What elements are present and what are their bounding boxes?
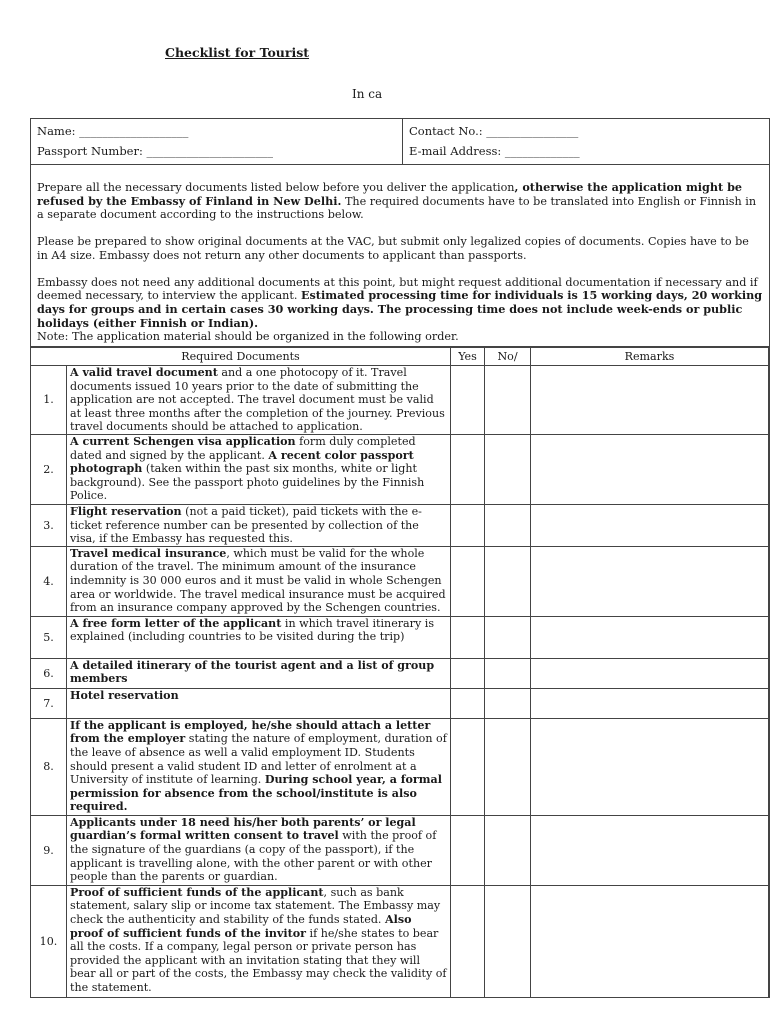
instructions-text: Prepare all the necessary documents listed below before you deliver the application [37, 181, 515, 194]
document-title-bold: During school year, a formal permission for absence from the school/institute is also required. [70, 773, 442, 814]
remarks-cell[interactable] [531, 616, 769, 658]
document-description: form duly completed dated and signed by the applicant. [70, 435, 416, 462]
remarks-cell[interactable] [531, 885, 769, 997]
document-requirement [67, 885, 451, 997]
table-row [31, 815, 769, 885]
row-number: 6. [31, 658, 67, 688]
table-row [31, 366, 769, 435]
processing-time-note: Estimated processing time for individuals is 15 working days, 20 working days for groups and in certain cases 30 working days. The processing time does not include week-ends or public holidays (either Finnish or Indian). [37, 288, 763, 330]
no-checkbox-cell[interactable] [485, 815, 531, 885]
instructions-paragraph-2: Please be prepared to show original documents at the VAC, but submit only legalized copies of documents. Copies have to be in A4 size. Embassy does not return any other documents to applicant than passports. [37, 235, 749, 262]
passport-number-field[interactable]: Passport Number: ______________________ [37, 144, 274, 158]
document-title: Checklist for Tourist [165, 45, 310, 60]
row-number: 2. [31, 435, 67, 505]
document-description: with the proof of the signature of the guardians (a copy of the passport), if the applicant is travelling alone, with the other parent or with other people than the parents or guardian. [70, 829, 437, 884]
remarks-cell[interactable] [531, 688, 769, 718]
yes-checkbox-cell[interactable] [451, 815, 485, 885]
document-description: stating the nature of employment, duration of the leave of absence as well a valid employment ID. Students should present a valid student ID and letter of enrolment at a University of institute of learning. [70, 732, 447, 787]
row-number: 7. [31, 688, 67, 718]
instructions-section [31, 165, 769, 347]
document-title-bold: Proof of sufficient funds of the applicant [70, 885, 324, 899]
no-checkbox-cell[interactable] [485, 546, 531, 616]
table-row [31, 718, 769, 815]
remarks-cell[interactable] [531, 815, 769, 885]
document-description: and a one photocopy of it. Travel documents issued 10 years prior to the date of submitting the application are not accepted. The travel document must be valid at least three months after the completion of the journey. Previous travel documents should be attached to application. [70, 366, 445, 434]
document-requirement [67, 435, 451, 505]
document-title-bold: Applicants under 18 need his/her both parents’ or legal guardian’s formal written consent to travel [70, 815, 416, 843]
document-subtitle: In ca [352, 87, 383, 101]
document-requirement [67, 815, 451, 885]
contact-number-field[interactable]: Contact No.: ________________ [409, 124, 579, 138]
no-checkbox-cell[interactable] [485, 718, 531, 815]
yes-checkbox-cell[interactable] [451, 616, 485, 658]
row-number: 9. [31, 815, 67, 885]
document-title-bold: Also proof of sufficient funds of the invitor [70, 913, 412, 940]
document-requirement [67, 366, 451, 435]
row-number: 8. [31, 718, 67, 815]
no-checkbox-cell[interactable] [485, 688, 531, 718]
instructions-paragraph-3 [37, 276, 763, 345]
email-field[interactable]: E-mail Address: _____________ [409, 144, 580, 158]
no-checkbox-cell[interactable] [485, 505, 531, 547]
no-checkbox-cell[interactable] [485, 616, 531, 658]
column-header-remarks: Remarks [531, 348, 769, 366]
yes-checkbox-cell[interactable] [451, 435, 485, 505]
instructions-warning: , otherwise the application might be refused by the Embassy of Finland in New Delhi. [37, 180, 743, 208]
document-title-bold: Flight reservation [70, 505, 182, 519]
table-row [31, 885, 769, 997]
required-documents-table [30, 347, 769, 998]
name-field[interactable]: Name: ___________________ [37, 124, 189, 138]
table-row [31, 505, 769, 547]
document-title-bold: A free form letter of the applicant [70, 616, 282, 630]
document-requirement [67, 688, 451, 718]
no-checkbox-cell[interactable] [485, 658, 531, 688]
column-header-documents: Required Documents [31, 348, 451, 366]
remarks-cell[interactable] [531, 435, 769, 505]
column-header-yes: Yes [451, 348, 485, 366]
document-title-bold: A current Schengen visa application [70, 435, 296, 449]
remarks-cell[interactable] [531, 366, 769, 435]
applicant-info-row [31, 119, 769, 165]
document-description: , which must be valid for the whole duration of the travel. The minimum amount of the insurance indemnity is 30 000 euros and it must be valid in whole Schengen area or worldwide. The travel medical insurance must be acquired from an insurance company approved by the Schengen countries. [70, 546, 446, 615]
instructions-text: The required documents have to be translated into English or Finnish in a separate document according to the instructions below. [37, 194, 757, 222]
document-title-bold: If the applicant is employed, he/she should attach a letter from the employer [70, 718, 431, 746]
table-row [31, 546, 769, 616]
document-title-bold: A valid travel document [70, 366, 218, 380]
document-description: in which travel itinerary is explained (including countries to be visited during the trip) [70, 616, 435, 644]
checklist-frame [30, 118, 770, 998]
document-requirement [67, 658, 451, 688]
no-checkbox-cell[interactable] [485, 435, 531, 505]
document-title-bold: Travel medical insurance [70, 546, 227, 560]
instructions-text: Embassy does not need any additional documents at this point, but might request additional documentation if necessary and if deemed necessary, to interview the applicant. [37, 275, 758, 303]
row-number: 4. [31, 546, 67, 616]
column-header-no: No/ [485, 348, 531, 366]
instructions-paragraph-1 [37, 181, 763, 222]
yes-checkbox-cell[interactable] [451, 546, 485, 616]
applicant-info-left [31, 119, 403, 164]
document-description: if he/she states to bear all the costs. If a company, legal person or private person has provided the applicant with an invitation stating that they will bear all or part of the costs, the Embassy may check the validity of the statement. [70, 926, 447, 994]
remarks-cell[interactable] [531, 658, 769, 688]
table-row [31, 616, 769, 658]
yes-checkbox-cell[interactable] [451, 885, 485, 997]
yes-checkbox-cell[interactable] [451, 658, 485, 688]
yes-checkbox-cell[interactable] [451, 688, 485, 718]
document-requirement [67, 505, 451, 547]
table-row [31, 658, 769, 688]
organization-note: Note: The application material should be organized in the following order. [37, 330, 459, 344]
document-title-bold: Hotel reservation [70, 688, 179, 702]
document-requirement [67, 718, 451, 815]
remarks-cell[interactable] [531, 546, 769, 616]
no-checkbox-cell[interactable] [485, 366, 531, 435]
table-row [31, 688, 769, 718]
document-description: (not a paid ticket), paid tickets with the e-ticket reference number can be presented by collection of the visa, if the Embassy has requested this. [70, 505, 422, 546]
remarks-cell[interactable] [531, 505, 769, 547]
applicant-info-right [403, 119, 769, 164]
row-number: 1. [31, 366, 67, 435]
row-number: 5. [31, 616, 67, 658]
document-requirement [67, 616, 451, 658]
document-description: , such as bank statement, salary slip or income tax statement. The Embassy may check the authenticity and stability of the funds stated. [70, 885, 441, 926]
document-title-bold: A detailed itinerary of the tourist agent and a list of group members [70, 658, 435, 686]
remarks-cell[interactable] [531, 718, 769, 815]
row-number: 3. [31, 505, 67, 547]
no-checkbox-cell[interactable] [485, 885, 531, 997]
table-row [31, 435, 769, 505]
yes-checkbox-cell[interactable] [451, 366, 485, 435]
document-requirement [67, 546, 451, 616]
yes-checkbox-cell[interactable] [451, 505, 485, 547]
document-title-bold: A recent color passport photograph [70, 448, 414, 476]
table-header-row [31, 348, 769, 366]
yes-checkbox-cell[interactable] [451, 718, 485, 815]
row-number: 10. [31, 885, 67, 997]
document-description: (taken within the past six months, white or light background). See the passport photo guidelines by the Finnish Police. [70, 462, 425, 503]
